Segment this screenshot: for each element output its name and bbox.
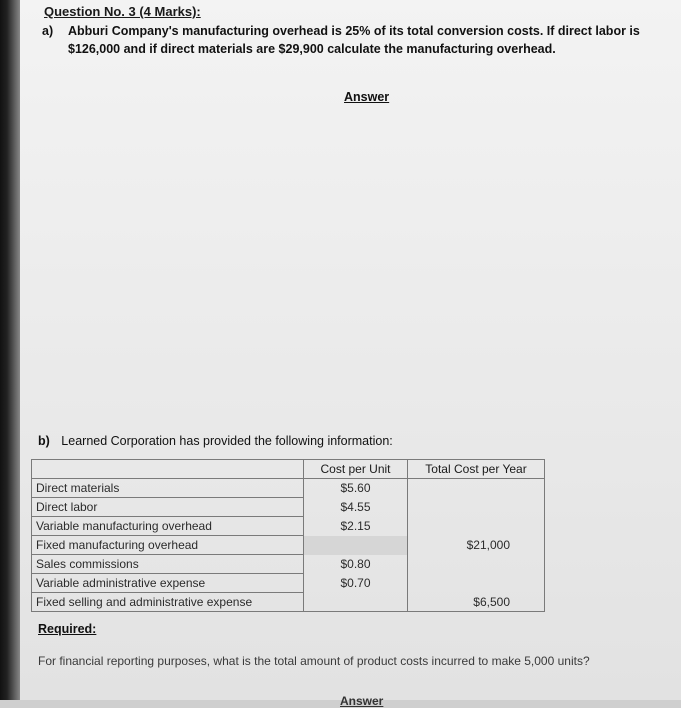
table-row [32, 555, 545, 574]
part-a-answer-label: Answer [344, 90, 390, 104]
table-row [32, 498, 545, 517]
row-cost-per-unit: $0.70 [304, 574, 408, 593]
header-cost-per-unit: Cost per Unit [304, 460, 408, 479]
table-row [32, 536, 545, 555]
cost-information-table [31, 459, 545, 612]
part-b-marker: b) [38, 434, 50, 448]
row-item: Variable administrative expense [32, 574, 304, 593]
part-a-marker: a) [42, 24, 54, 38]
row-cost-per-unit: $0.80 [304, 555, 408, 574]
header-total-cost-per-year: Total Cost per Year [408, 460, 545, 479]
row-total-cost: $6,500 [408, 593, 545, 612]
table-row [32, 593, 545, 612]
row-total-cost [408, 498, 545, 517]
part-a-question [42, 22, 662, 58]
row-item: Variable manufacturing overhead [32, 517, 304, 536]
part-b-question [38, 434, 393, 448]
part-b-intro: Learned Corporation has provided the following information: [61, 434, 393, 448]
row-item: Fixed selling and administrative expense [32, 593, 304, 612]
row-cost-per-unit [304, 536, 408, 555]
row-cost-per-unit [304, 593, 408, 612]
row-cost-per-unit: $5.60 [304, 479, 408, 498]
row-total-cost [408, 479, 545, 498]
table-header-row [32, 460, 545, 479]
table-row [32, 574, 545, 593]
part-a-text: Abburi Company's manufacturing overhead is 25% of its total conversion costs. If direct labor is $126,000 and if direct materials are $29,900 calculate the manufacturing overhead. [68, 24, 640, 56]
row-total-cost: $21,000 [408, 536, 545, 555]
table-row [32, 479, 545, 498]
row-item: Direct labor [32, 498, 304, 517]
part-b-answer-label: Answer [340, 694, 384, 708]
row-item: Fixed manufacturing overhead [32, 536, 304, 555]
header-item [32, 460, 304, 479]
table-row [32, 517, 545, 536]
row-total-cost [408, 574, 545, 593]
question-heading: Question No. 3 (4 Marks): [44, 4, 201, 19]
required-question-text: For financial reporting purposes, what is the total amount of product costs incurred to make 5,000 units? [38, 654, 590, 668]
required-label: Required: [38, 622, 97, 636]
worksheet-page [20, 0, 681, 708]
row-total-cost [408, 517, 545, 536]
row-item: Sales commissions [32, 555, 304, 574]
row-cost-per-unit: $2.15 [304, 517, 408, 536]
row-total-cost [408, 555, 545, 574]
row-item: Direct materials [32, 479, 304, 498]
row-cost-per-unit: $4.55 [304, 498, 408, 517]
page-left-edge-shadow [0, 0, 20, 700]
